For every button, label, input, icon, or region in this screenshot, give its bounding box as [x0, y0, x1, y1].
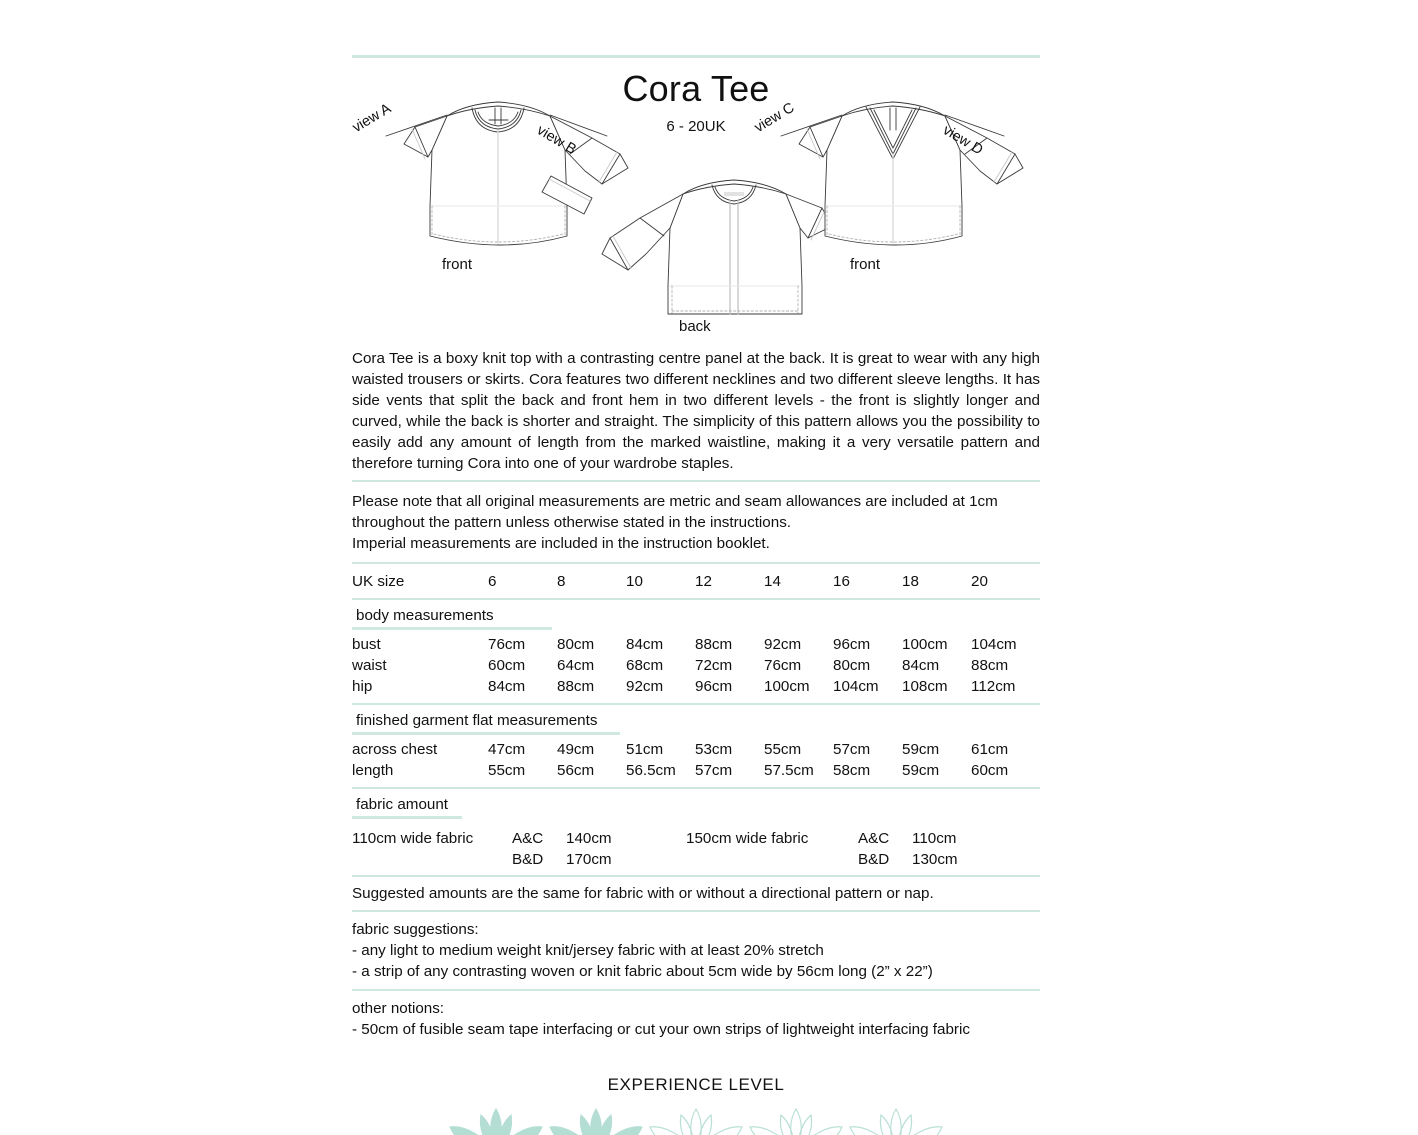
- nap-note: Suggested amounts are the same for fabric with or without a directional pattern or nap.: [352, 885, 934, 902]
- note-block: [352, 482, 1040, 562]
- body-measurements-heading-wrap: [352, 600, 1040, 630]
- table-row: [352, 655, 1040, 676]
- view-label-a: view A: [349, 100, 394, 136]
- fabric-right-amount-1: 130cm: [912, 851, 958, 868]
- fabric-suggestion-item-1: - a strip of any contrasting woven or knit fabric about 5cm wide by 56cm long (2” x 22”): [352, 963, 933, 980]
- length-12: 57cm: [695, 762, 733, 779]
- fabric-suggestions-heading: fabric suggestions:: [352, 921, 479, 938]
- caption-front-right: front: [850, 256, 881, 273]
- size-header-5: 16: [833, 573, 850, 590]
- length-14: 57.5cm: [764, 762, 814, 779]
- bust-6: 76cm: [488, 636, 526, 653]
- across-chest-6: 47cm: [488, 741, 526, 758]
- other-notions-item-0: - 50cm of fusible seam tape interfacing or cut your own strips of lightweight interfacing fabric: [352, 1021, 970, 1038]
- table-row: [352, 760, 1040, 781]
- header-illustration: [349, 58, 1040, 340]
- waist-14: 76cm: [764, 657, 802, 674]
- table-row-sizes: [352, 564, 1040, 598]
- body-measurements-underline: [352, 627, 552, 630]
- experience-level-section: [352, 1047, 1040, 1135]
- across-chest-10: 51cm: [626, 741, 664, 758]
- experience-level-rating: [352, 1105, 1040, 1135]
- fabric-amount-heading-wrap: [352, 789, 1040, 819]
- fabric-width-110: 110cm wide fabric: [352, 830, 474, 847]
- bust-14: 92cm: [764, 636, 802, 653]
- waist-16: 80cm: [833, 657, 871, 674]
- length-20: 60cm: [971, 762, 1009, 779]
- size-header-0: 6: [488, 573, 497, 590]
- page-title: Cora Tee: [622, 68, 770, 109]
- hip-10: 92cm: [626, 678, 664, 695]
- table-row: [352, 634, 1040, 655]
- fabric-amount-heading: fabric amount: [356, 796, 449, 813]
- experience-level-title: EXPERIENCE LEVEL: [607, 1075, 785, 1094]
- flat-front-round-neck: [404, 102, 628, 245]
- length-6: 55cm: [488, 762, 526, 779]
- row-label-bust: bust: [352, 636, 381, 653]
- hip-20: 112cm: [971, 678, 1016, 695]
- finished-measurements-underline: [352, 732, 620, 735]
- pattern-sheet: [349, 0, 1040, 1135]
- hip-14: 100cm: [764, 678, 810, 695]
- fabric-left-views-1: B&D: [512, 851, 544, 868]
- across-chest-8: 49cm: [557, 741, 595, 758]
- fabric-right-views-1: B&D: [858, 851, 890, 868]
- length-8: 56cm: [557, 762, 595, 779]
- finished-heading-wrap: [352, 705, 1040, 735]
- other-notions-heading: other notions:: [352, 1000, 445, 1017]
- table-row: [352, 739, 1040, 760]
- waist-20: 88cm: [971, 657, 1009, 674]
- size-header-3: 12: [695, 573, 712, 590]
- length-18: 59cm: [902, 762, 940, 779]
- hip-12: 96cm: [695, 678, 733, 695]
- fabric-width-150: 150cm wide fabric: [686, 830, 809, 847]
- view-label-c: view C: [751, 99, 798, 136]
- flat-back: [602, 180, 832, 314]
- lotus-icon: [848, 1105, 944, 1135]
- size-header-6: 18: [902, 573, 919, 590]
- fabric-row-bd: [352, 849, 1040, 870]
- across-chest-20: 61cm: [971, 741, 1009, 758]
- bust-20: 104cm: [971, 636, 1017, 653]
- size-header-1: 8: [557, 573, 566, 590]
- lotus-icon: [548, 1105, 644, 1135]
- size-range-subtitle: 6 - 20UK: [666, 118, 726, 135]
- view-label-d: view D: [940, 122, 986, 159]
- across-chest-14: 55cm: [764, 741, 802, 758]
- note-line-2: Imperial measurements are included in the instruction booklet.: [352, 535, 770, 552]
- fabric-right-amount-0: 110cm: [912, 830, 957, 847]
- fabric-suggestions-block: [352, 912, 1040, 989]
- caption-back: back: [679, 318, 711, 335]
- waist-6: 60cm: [488, 657, 526, 674]
- size-header-7: 20: [971, 573, 988, 590]
- fabric-suggestion-item-0: - any light to medium weight knit/jersey fabric with at least 20% stretch: [352, 942, 824, 959]
- bust-8: 80cm: [557, 636, 595, 653]
- fabric-left-amount-1: 170cm: [566, 851, 612, 868]
- lotus-icon: [748, 1105, 844, 1135]
- lotus-icon: [648, 1105, 744, 1135]
- flat-front-v-neck: [799, 102, 1023, 245]
- bust-12: 88cm: [695, 636, 733, 653]
- waist-10: 68cm: [626, 657, 664, 674]
- fabric-right-views-0: A&C: [858, 830, 890, 847]
- table-row: [352, 676, 1040, 697]
- fabric-left-views-0: A&C: [512, 830, 544, 847]
- body-measurements-heading: body measurements: [356, 607, 494, 624]
- size-header-4: 14: [764, 573, 781, 590]
- note-line-1: Please note that all original measurements are metric and seam allowances are included at 1cm throughout the pattern unless otherwise stated in the instructions.: [352, 493, 998, 531]
- uk-size-label: UK size: [352, 573, 405, 590]
- length-10: 56.5cm: [626, 762, 676, 779]
- length-16: 58cm: [833, 762, 871, 779]
- bust-16: 96cm: [833, 636, 871, 653]
- fabric-left-amount-0: 140cm: [566, 830, 612, 847]
- body-measurements-table: [352, 634, 1040, 697]
- fabric-amount-grid: [352, 823, 1040, 875]
- row-label-waist: waist: [352, 657, 387, 674]
- hip-18: 108cm: [902, 678, 948, 695]
- lotus-icon: [448, 1105, 544, 1135]
- fabric-row-ac: [352, 828, 1040, 849]
- bust-10: 84cm: [626, 636, 664, 653]
- row-label-across-chest: across chest: [352, 741, 438, 758]
- size-header-2: 10: [626, 573, 643, 590]
- fabric-amount-underline: [352, 816, 462, 819]
- across-chest-12: 53cm: [695, 741, 733, 758]
- across-chest-16: 57cm: [833, 741, 871, 758]
- waist-12: 72cm: [695, 657, 733, 674]
- other-notions-block: [352, 991, 1040, 1047]
- technical-flat-drawings: [349, 58, 1040, 340]
- view-label-b: view B: [534, 122, 579, 159]
- measurements-table: [352, 564, 1040, 598]
- across-chest-18: 59cm: [902, 741, 940, 758]
- description-paragraph: Cora Tee is a boxy knit top with a contrasting centre panel at the back. It is great to wear with any high waisted trousers or skirts. Cora features two different necklines and two different sleeve lengths. It has side vents that split the back and front hem in two different levels - the front is slightly longer and curved, while the back is shorter and straight. The simplicity of this pattern allows you the possibility to easily add any amount of length from the marked waistline, making it a very versatile pattern and therefore turning Cora into one of your wardrobe staples.: [352, 350, 1040, 472]
- waist-18: 84cm: [902, 657, 940, 674]
- finished-measurements-table: [352, 739, 1040, 781]
- hip-8: 88cm: [557, 678, 595, 695]
- waist-8: 64cm: [557, 657, 595, 674]
- hip-6: 84cm: [488, 678, 526, 695]
- bust-18: 100cm: [902, 636, 948, 653]
- row-label-hip: hip: [352, 678, 373, 695]
- row-label-length: length: [352, 762, 394, 779]
- finished-measurements-heading: finished garment flat measurements: [356, 712, 598, 729]
- hip-16: 104cm: [833, 678, 879, 695]
- caption-front-left: front: [442, 256, 473, 273]
